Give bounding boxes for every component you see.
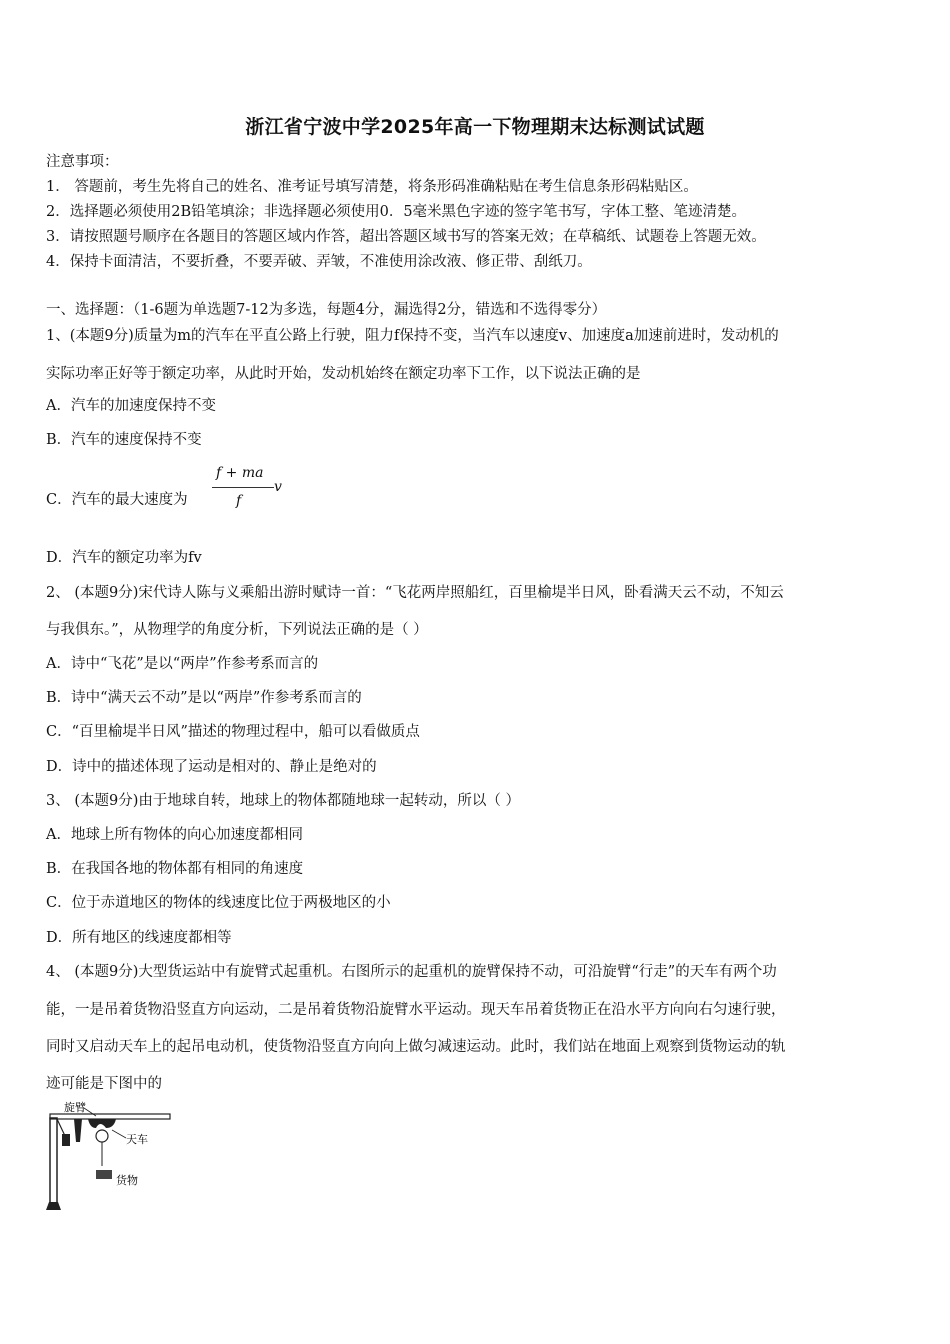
notice-item-3: 3．请按照题号顺序在各题目的答题区域内作答，超出答题区域书写的答案无效；在草稿纸、试题卷上答题无效。 bbox=[46, 229, 766, 245]
label-arm: 旋臂 bbox=[64, 1101, 86, 1114]
q2-option-b: B．诗中“满天云不动”是以“两岸”作参考系而言的 bbox=[46, 690, 362, 706]
q2-stem-line-2: 与我俱东。”，从物理学的角度分析，下列说法正确的是（ ） bbox=[46, 622, 428, 638]
q4-stem-line-3: 同时又启动天车上的起吊电动机，使货物沿竖直方向向上做匀减速运动。此时，我们站在地面上观察到货物运动的轨 bbox=[46, 1039, 786, 1055]
label-cargo: 货物 bbox=[116, 1174, 138, 1187]
crane-base bbox=[46, 1202, 61, 1210]
q4-stem-line-4: 迹可能是下图中的 bbox=[46, 1076, 162, 1092]
q3-option-c: C．位于赤道地区的物体的线速度比位于两极地区的小 bbox=[46, 895, 391, 911]
notice-item-4: 4．保持卡面清洁，不要折叠，不要弄破、弄皱，不准使用涂改液、修正带、刮纸刀。 bbox=[46, 254, 592, 270]
crane-pillar bbox=[50, 1118, 57, 1206]
cargo-box bbox=[96, 1170, 112, 1179]
q3-stem: 3、 (本题9分)由于地球自转，地球上的物体都随地球一起转动，所以（ ） bbox=[46, 793, 520, 809]
label-trolley: 天车 bbox=[126, 1133, 148, 1146]
q2-stem-line-1: 2、 (本题9分)宋代诗人陈与义乘船出游时赋诗一首：“飞花两岸照船红，百里榆堤半日风，卧看满天云不动，不知云 bbox=[46, 585, 784, 601]
formula-numerator: f + ma bbox=[216, 465, 264, 481]
q1-option-b: B．汽车的速度保持不变 bbox=[46, 432, 202, 448]
trolley-leader-line bbox=[112, 1130, 126, 1138]
trolley bbox=[88, 1119, 116, 1128]
pulley bbox=[96, 1130, 108, 1142]
q4-stem-line-2: 能，一是吊着货物沿竖直方向运动，二是吊着货物沿旋臂水平运动。现天车吊着货物正在沿水平方向向右匀速行驶， bbox=[46, 1002, 786, 1018]
q3-option-b: B．在我国各地的物体都有相同的角速度 bbox=[46, 861, 304, 877]
q3-option-a: A．地球上所有物体的向心加速度都相同 bbox=[46, 827, 303, 843]
notice-item-2: 2．选择题必须使用2B铅笔填涂；非选择题必须使用0．5毫米黑色字迹的签字笔书写，字体工整、笔迹清楚。 bbox=[46, 204, 747, 220]
fraction-bar bbox=[212, 487, 274, 488]
crane-diagram bbox=[44, 1098, 184, 1214]
q1-option-d: D．汽车的额定功率为fv bbox=[46, 550, 202, 566]
q2-option-c: C．“百里榆堤半日风”描述的物理过程中，船可以看做质点 bbox=[46, 724, 420, 740]
page-title: 浙江省宁波中学2025年高一下物理期末达标测试试题 bbox=[245, 116, 705, 138]
q1-stem-line-2: 实际功率正好等于额定功率，从此时开始，发动机始终在额定功率下工作，以下说法正确的是 bbox=[46, 366, 641, 382]
q3-option-d: D．所有地区的线速度都相等 bbox=[46, 930, 232, 946]
formula-velocity: v bbox=[274, 479, 282, 495]
notice-item-1: 1． 答题前，考生先将自己的姓名、准考证号填写清楚，将条形码准确粘贴在考生信息条形码粘贴区。 bbox=[46, 179, 698, 195]
q1-option-c: C．汽车的最大速度为 bbox=[46, 492, 188, 508]
section-heading: 一、选择题：（1-6题为单选题7-12为多选，每题4分，漏选得2分，错选和不选得零分） bbox=[46, 302, 607, 318]
crane-arm bbox=[50, 1114, 170, 1119]
crane-counterweight bbox=[62, 1134, 70, 1146]
max-speed-formula bbox=[210, 465, 290, 517]
formula-denominator: f bbox=[236, 493, 242, 509]
q1-option-a: A．汽车的加速度保持不变 bbox=[46, 398, 216, 414]
q2-option-d: D．诗中的描述体现了运动是相对的、静止是绝对的 bbox=[46, 759, 377, 775]
q1-stem-line-1: 1、(本题9分)质量为m的汽车在平直公路上行驶，阻力f保持不变，当汽车以速度v、加速度a加速前进时，发动机的 bbox=[46, 328, 779, 344]
q2-option-a: A．诗中“飞花”是以“两岸”作参考系而言的 bbox=[46, 656, 319, 672]
q4-stem-line-1: 4、 (本题9分)大型货运站中有旋臂式起重机。右图所示的起重机的旋臂保持不动，可沿旋臂“行走”的天车有两个功 bbox=[46, 964, 777, 980]
crane-hanger bbox=[74, 1119, 82, 1142]
notice-heading: 注意事项： bbox=[46, 154, 119, 170]
